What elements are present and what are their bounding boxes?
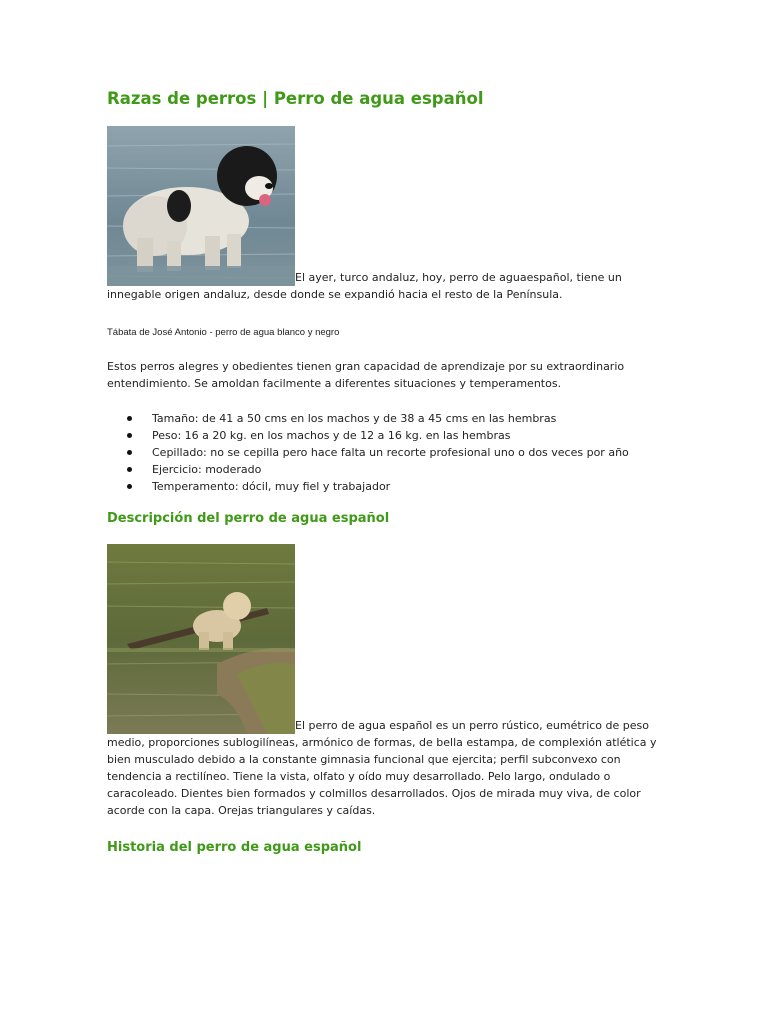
list-item: Peso: 16 a 20 kg. en los machos y de 12 a 16 kg. en las hembras bbox=[107, 427, 667, 444]
traits-list bbox=[107, 410, 667, 495]
description-paragraph bbox=[107, 544, 667, 819]
page-title: Razas de perros | Perro de agua español bbox=[107, 89, 484, 108]
paragraph-temperament: Estos perros alegres y obedientes tienen gran capacidad de aprendizaje por su extraordinario entendimiento. Se amoldan facilmente a diferentes situaciones y temperamentos. bbox=[107, 360, 625, 390]
intro-text: El ayer, turco andaluz, hoy, perro de aguaespañol, tiene un innegable origen andaluz, desde donde se expandió hacia el resto de la Península. bbox=[107, 271, 622, 301]
list-item: Ejercicio: moderado bbox=[107, 461, 667, 478]
heading-description: Descripción del perro de agua español bbox=[107, 511, 390, 526]
bullet bbox=[127, 416, 132, 421]
list-item: Temperamento: dócil, muy fiel y trabajador bbox=[107, 478, 667, 495]
list-item: Cepillado: no se cepilla pero hace falta un recorte profesional uno o dos veces por año bbox=[107, 444, 667, 461]
bullet bbox=[127, 484, 132, 489]
bullet bbox=[127, 433, 132, 438]
description-text: El perro de agua español es un perro rústico, eumétrico de peso medio, proporciones sublogilíneas, armónico de formas, de bella estampa, de complexión atlética y bien musculado debido a la constante gimnasia funcional que ejercita; perfil subconvexo con tendencia a rectilíneo. Tiene la vista, olfato y oído muy desarrollado. Pelo largo, ondulado o caracoleado. Dientes bien formados y colmillos desarrollados. Ojos de mirada muy viva, de color acorde con la capa. Orejas triangulares y caídas. bbox=[107, 719, 657, 817]
bullet bbox=[127, 467, 132, 472]
photo-black-white-dog-in-water bbox=[107, 126, 295, 286]
photo-caption: Tábata de José Antonio - perro de agua blanco y negro bbox=[107, 327, 340, 338]
bullet bbox=[127, 450, 132, 455]
heading-history: Historia del perro de agua español bbox=[107, 840, 362, 855]
intro-paragraph bbox=[107, 126, 667, 303]
list-item: Tamaño: de 41 a 50 cms en los machos y de 38 a 45 cms en las hembras bbox=[107, 410, 667, 427]
photo-dog-with-stick-in-water bbox=[107, 544, 295, 734]
